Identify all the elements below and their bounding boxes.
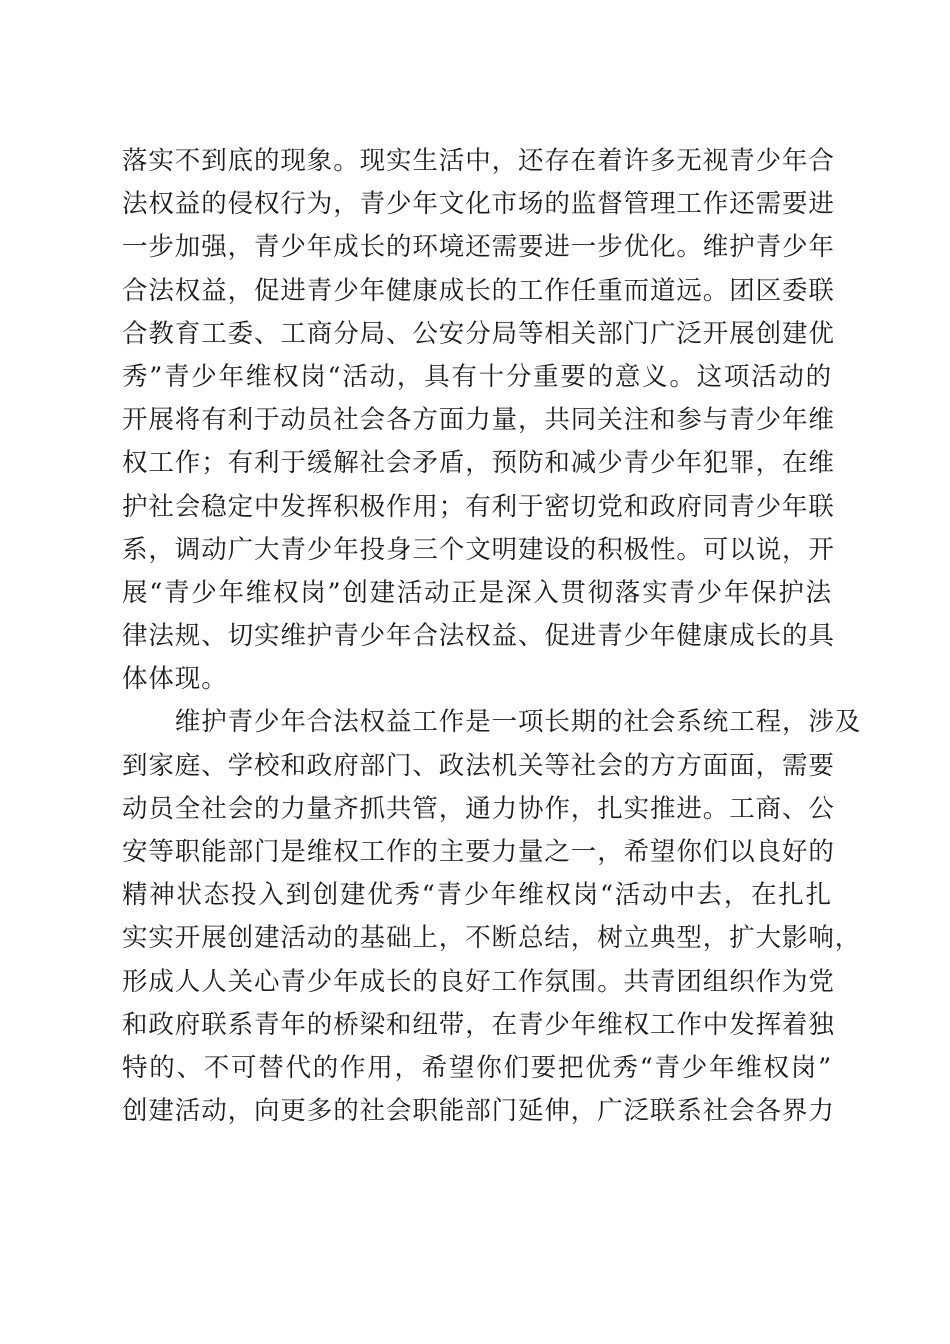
paragraph-2 xyxy=(122,701,862,1133)
text-line: 权工作；有利于缓解社会矛盾，预防和减少青少年犯罪，在维 xyxy=(122,448,835,479)
text-line: 合教育工委、工商分局、公安分局等相关部门广泛开展创建优 xyxy=(122,318,835,349)
text-line: 落实不到底的现象。现实生活中，还存在着许多无视青少年合 xyxy=(122,146,835,176)
text-line: 秀”青少年维权岗“活动，具有十分重要的意义。这项活动的 xyxy=(122,361,832,392)
text-line: 创建活动，向更多的社会职能部门延伸，广泛联系社会各界力 xyxy=(122,1096,835,1127)
text-line: 一步加强，青少年成长的环境还需要进一步优化。维护青少年 xyxy=(122,232,835,263)
text-line: 动员全社会的力量齐抓共管，通力协作，扎实推进。工商、公 xyxy=(122,793,835,824)
text-line: 体体现。 xyxy=(122,664,228,695)
text-line: 开展将有利于动员社会各方面力量，共同关注和参与青少年维 xyxy=(122,405,835,436)
text-line: 护社会稳定中发挥积极作用；有利于密切党和政府同青少年联 xyxy=(122,491,835,522)
text-line: 实实开展创建活动的基础上，不断总结，树立典型，扩大影响， xyxy=(122,923,862,954)
text-line: 到家庭、学校和政府部门、政法机关等社会的方方面面，需要 xyxy=(122,750,835,781)
text-line: 特的、不可替代的作用，希望你们要把优秀“青少年维权岗” xyxy=(122,1052,832,1083)
body-text xyxy=(122,140,862,1133)
text-line: 形成人人关心青少年成长的良好工作氛围。共青团组织作为党 xyxy=(122,966,835,997)
text-line: 律法规、切实维护青少年合法权益、促进青少年健康成长的具 xyxy=(122,621,835,652)
text-line: 安等职能部门是维权工作的主要力量之一，希望你们以良好的 xyxy=(122,837,835,867)
text-line: 系，调动广大青少年投身三个文明建设的积极性。可以说，开 xyxy=(122,534,835,565)
paragraph-1 xyxy=(122,140,835,701)
text-line: 法权益的侵权行为，青少年文化市场的监督管理工作还需要进 xyxy=(122,189,835,220)
text-line: 精神状态投入到创建优秀“青少年维权岗“活动中去，在扎扎 xyxy=(122,880,832,911)
text-line: 展“青少年维权岗”创建活动正是深入贯彻落实青少年保护法 xyxy=(122,577,832,608)
text-line: 合法权益，促进青少年健康成长的工作任重而道远。团区委联 xyxy=(122,275,835,306)
text-line: 维护青少年合法权益工作是一项长期的社会系统工程，涉及 xyxy=(122,707,862,738)
text-line: 和政府联系青年的桥梁和纽带，在青少年维权工作中发挥着独 xyxy=(122,1009,835,1040)
